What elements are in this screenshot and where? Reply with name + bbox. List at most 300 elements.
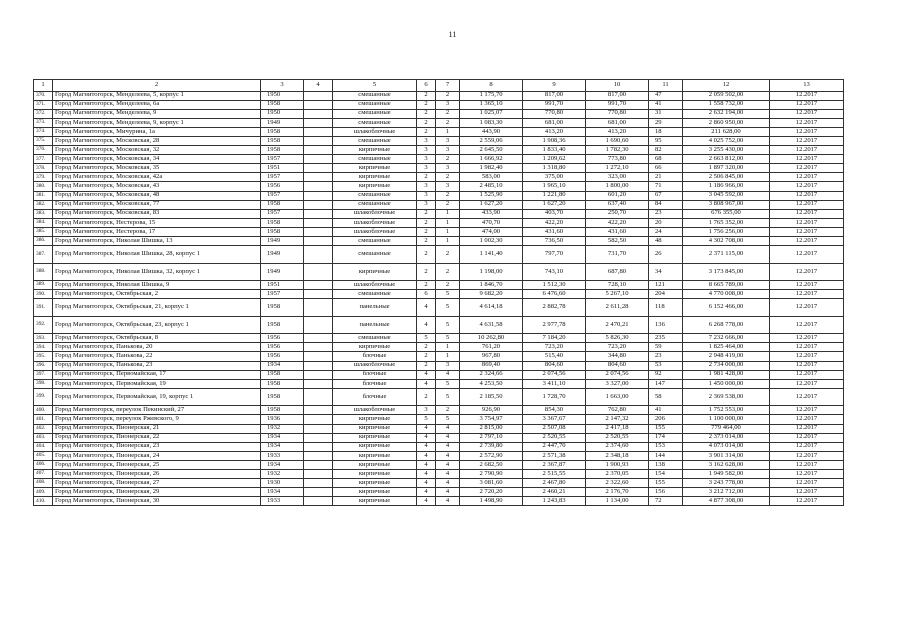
table-cell: блочные <box>333 388 417 406</box>
table-cell: 3 367,67 <box>523 415 586 424</box>
table-cell: 4 877 308,00 <box>683 497 770 506</box>
table-cell: Город Магнитогорск, Московская, 35 <box>53 164 261 173</box>
table-cell: 1932 <box>261 470 304 479</box>
table-cell: шлакоблочные <box>333 127 417 136</box>
table-cell: 24 <box>649 227 683 236</box>
table-cell: 5 <box>436 388 460 406</box>
table-cell: 372. <box>34 109 53 118</box>
table-cell: 4 <box>417 370 436 379</box>
table-row <box>34 488 844 497</box>
table-cell: 2 074,56 <box>586 370 649 379</box>
table-cell: Город Магнитогорск, Московская, 42а <box>53 173 261 182</box>
table-cell: 4 <box>436 470 460 479</box>
column-number-header: 2 <box>53 80 261 92</box>
table-cell: 2 797,10 <box>460 433 523 442</box>
table-cell: 395. <box>34 352 53 361</box>
table-cell: 3 045 592,00 <box>683 191 770 200</box>
table-cell: 2 367,87 <box>523 460 586 469</box>
table-cell: смешанные <box>333 237 417 246</box>
table-cell: 474,00 <box>460 227 523 236</box>
table-cell: Город Магнитогорск, Московская, 48 <box>53 191 261 200</box>
table-cell: 21 <box>649 173 683 182</box>
table-cell: 2 470,21 <box>586 316 649 334</box>
table-cell: шлакоблочные <box>333 227 417 236</box>
table-cell: 118 <box>649 299 683 317</box>
table-cell: 371. <box>34 100 53 109</box>
table-cell: 2 074,56 <box>523 370 586 379</box>
table-cell: 5 826,30 <box>586 334 649 343</box>
table-cell: 12.2017 <box>770 334 844 343</box>
table-cell: 401. <box>34 415 53 424</box>
table-cell: 12.2017 <box>770 182 844 191</box>
table-cell: 12.2017 <box>770 100 844 109</box>
table-cell: 1 908,36 <box>523 136 586 145</box>
table-cell: 1933 <box>261 497 304 506</box>
table-cell: 2 370,05 <box>586 470 649 479</box>
table-cell: 1 <box>436 127 460 136</box>
table-cell: Город Магнитогорск, Пионерская, 21 <box>53 424 261 433</box>
table-cell <box>304 352 333 361</box>
table-cell: 392. <box>34 316 53 334</box>
table-cell: 1951 <box>261 164 304 173</box>
table-cell: 2 373 014,00 <box>683 433 770 442</box>
column-number-header: 3 <box>261 80 304 92</box>
table-cell: 2 <box>417 343 436 352</box>
table-cell: 5 <box>436 379 460 388</box>
table-cell <box>304 343 333 352</box>
table-cell: 1956 <box>261 334 304 343</box>
table-cell <box>304 424 333 433</box>
table-cell: 991,70 <box>586 100 649 109</box>
table-cell: Город Магнитогорск, Первомайская, 17 <box>53 370 261 379</box>
table-cell: 2 739,80 <box>460 442 523 451</box>
table-cell: 2 348,18 <box>586 451 649 460</box>
table-cell: 204 <box>649 290 683 299</box>
table-cell: 12.2017 <box>770 451 844 460</box>
table-cell: 3 327,00 <box>586 379 649 388</box>
table-cell: 393. <box>34 334 53 343</box>
table-cell: 12.2017 <box>770 218 844 227</box>
table-cell: 389. <box>34 281 53 290</box>
table-cell: 582,50 <box>586 237 649 246</box>
table-cell: 2 <box>417 361 436 370</box>
table-cell: 2 571,38 <box>523 451 586 460</box>
table-cell: 2 720,20 <box>460 488 523 497</box>
table-cell: 396. <box>34 361 53 370</box>
table-cell: 6 <box>417 290 436 299</box>
table-cell: 155 <box>649 424 683 433</box>
table-cell: 779 464,00 <box>683 424 770 433</box>
table-cell: 804,60 <box>523 361 586 370</box>
table-cell: Город Магнитогорск, Пионерская, 24 <box>53 451 261 460</box>
table-cell: Город Магнитогорск, Пионерская, 27 <box>53 479 261 488</box>
table-cell: 3 <box>436 136 460 145</box>
table-cell: смешанные <box>333 136 417 145</box>
table-cell: 4 <box>417 379 436 388</box>
table-cell: 4 302 708,00 <box>683 237 770 246</box>
table-cell: 6 152 466,00 <box>683 299 770 317</box>
table-cell: 4 <box>417 299 436 317</box>
table-cell: 20 <box>649 218 683 227</box>
table-cell <box>304 200 333 209</box>
table-cell: 681,00 <box>523 118 586 127</box>
table-row <box>34 343 844 352</box>
table-row <box>34 334 844 343</box>
table-cell: 4 <box>417 316 436 334</box>
table-cell: 2 369 538,00 <box>683 388 770 406</box>
table-cell: 12.2017 <box>770 388 844 406</box>
table-cell: 2 <box>436 109 460 118</box>
table-cell: 71 <box>649 182 683 191</box>
table-cell: 1957 <box>261 155 304 164</box>
table-cell: 1 <box>436 237 460 246</box>
table-cell: смешанные <box>333 334 417 343</box>
table-cell: 1 186 966,00 <box>683 182 770 191</box>
table-cell: 1 209,62 <box>523 155 586 164</box>
table-cell: Город Магнитогорск, Нестерова, 15 <box>53 218 261 227</box>
housing-registry-table <box>33 79 844 506</box>
table-row <box>34 460 844 469</box>
table-cell: 3 255 430,00 <box>683 146 770 155</box>
table-cell: 422,20 <box>523 218 586 227</box>
table-cell: 12.2017 <box>770 136 844 145</box>
table-cell: 2 790,90 <box>460 470 523 479</box>
table-cell: Город Магнитогорск, Панькова, 23 <box>53 361 261 370</box>
table-cell: 174 <box>649 433 683 442</box>
table-cell <box>304 460 333 469</box>
table-cell: 206 <box>649 415 683 424</box>
table-cell: Город Магнитогорск, Панькова, 22 <box>53 352 261 361</box>
table-row <box>34 442 844 451</box>
table-row <box>34 470 844 479</box>
table-cell: 2 <box>417 127 436 136</box>
table-cell: 403,70 <box>523 209 586 218</box>
table-cell: 2 059 502,00 <box>683 91 770 100</box>
table-cell: 854,30 <box>523 406 586 415</box>
table-cell: 2 322,60 <box>586 479 649 488</box>
table-cell: 2 417,18 <box>586 424 649 433</box>
table-cell: 67 <box>649 191 683 200</box>
table-cell: 410. <box>34 497 53 506</box>
table-cell: Город Магнитогорск, Николая Шишка, 13 <box>53 237 261 246</box>
table-cell: 4 <box>417 451 436 460</box>
table-cell: 2 977,78 <box>523 316 586 334</box>
table-cell: 121 <box>649 281 683 290</box>
table-cell: 1 897 320,00 <box>683 164 770 173</box>
table-cell: смешанные <box>333 246 417 264</box>
table-cell: кирпичные <box>333 433 417 442</box>
table-cell: 3 162 628,00 <box>683 460 770 469</box>
table-cell <box>304 246 333 264</box>
table-cell: 373. <box>34 118 53 127</box>
table-cell: 399. <box>34 388 53 406</box>
table-cell: 1 663,00 <box>586 388 649 406</box>
table-cell: 3 <box>417 191 436 200</box>
table-cell: 95 <box>649 136 683 145</box>
table-cell: 2 <box>436 281 460 290</box>
table-cell: 405. <box>34 451 53 460</box>
table-cell: 2 506 845,00 <box>683 173 770 182</box>
table-cell: 47 <box>649 91 683 100</box>
table-row <box>34 100 844 109</box>
table-cell <box>304 218 333 227</box>
table-cell: 1 690,60 <box>586 136 649 145</box>
table-cell: 2 <box>417 237 436 246</box>
table-cell: 470,70 <box>460 218 523 227</box>
column-number-header: 12 <box>683 80 770 92</box>
table-cell: 144 <box>649 451 683 460</box>
table-cell: 1958 <box>261 127 304 136</box>
table-cell: 2 <box>436 118 460 127</box>
table-row <box>34 415 844 424</box>
table-cell: 1958 <box>261 379 304 388</box>
table-row <box>34 155 844 164</box>
table-cell: 3 <box>436 100 460 109</box>
table-cell: 12.2017 <box>770 415 844 424</box>
table-cell: 12.2017 <box>770 442 844 451</box>
table-cell: 12.2017 <box>770 209 844 218</box>
table-cell: 4 025 752,00 <box>683 136 770 145</box>
table-cell: 2 <box>417 118 436 127</box>
table-row <box>34 91 844 100</box>
table-cell: 3 754,97 <box>460 415 523 424</box>
table-cell: 2 882,78 <box>523 299 586 317</box>
table-cell <box>304 470 333 479</box>
table-cell: 2 860 950,00 <box>683 118 770 127</box>
table-cell: 1958 <box>261 299 304 317</box>
table-cell: 92 <box>649 370 683 379</box>
column-number-header: 13 <box>770 80 844 92</box>
table-cell: 385. <box>34 227 53 236</box>
table-cell: 1 558 732,00 <box>683 100 770 109</box>
table-cell: 1958 <box>261 316 304 334</box>
table-cell: 400. <box>34 406 53 415</box>
table-cell: 2 520,55 <box>586 433 649 442</box>
table-cell <box>304 388 333 406</box>
table-cell: 5 <box>436 415 460 424</box>
table-cell: 1949 <box>261 246 304 264</box>
table-cell: 34 <box>649 263 683 281</box>
table-cell: 12.2017 <box>770 352 844 361</box>
table-cell: 413,20 <box>523 127 586 136</box>
table-cell: шлакоблочные <box>333 209 417 218</box>
table-cell: 1 365,10 <box>460 100 523 109</box>
table-cell: 443,90 <box>460 127 523 136</box>
table-cell: 403. <box>34 433 53 442</box>
table-cell: панельные <box>333 316 417 334</box>
table-cell: Город Магнитогорск, Московская, 32 <box>53 146 261 155</box>
table-cell: 1 627,20 <box>523 200 586 209</box>
table-cell: 235 <box>649 334 683 343</box>
table-cell: 12.2017 <box>770 227 844 236</box>
table-cell: Город Магнитогорск, Октябрьская, 2 <box>53 290 261 299</box>
table-cell: 6 268 778,00 <box>683 316 770 334</box>
table-cell: Город Магнитогорск, Менделеева, 9, корпус 1 <box>53 118 261 127</box>
table-cell: 1 627,20 <box>460 200 523 209</box>
table-cell: 12.2017 <box>770 127 844 136</box>
table-cell: 4 <box>436 424 460 433</box>
table-cell: 2 611,28 <box>586 299 649 317</box>
table-cell: 2 <box>417 263 436 281</box>
table-cell <box>304 442 333 451</box>
table-cell: 12.2017 <box>770 299 844 317</box>
table-cell: 66 <box>649 164 683 173</box>
table-cell: 1957 <box>261 173 304 182</box>
table-cell: кирпичные <box>333 263 417 281</box>
table-cell: 2 520,55 <box>523 433 586 442</box>
table-cell: 1 272,10 <box>586 164 649 173</box>
table-cell: 1958 <box>261 100 304 109</box>
table-cell: 723,20 <box>586 343 649 352</box>
table-cell: 1 765 352,00 <box>683 218 770 227</box>
table-cell: 1949 <box>261 263 304 281</box>
table-cell: Город Магнитогорск, Нестерова, 17 <box>53 227 261 236</box>
column-number-header: 8 <box>460 80 523 92</box>
table-cell <box>304 237 333 246</box>
table-cell: 413,20 <box>586 127 649 136</box>
table-cell <box>304 361 333 370</box>
table-cell <box>304 263 333 281</box>
table-cell: 1 134,00 <box>586 497 649 506</box>
table-row <box>34 479 844 488</box>
table-cell <box>304 334 333 343</box>
table-cell: 1956 <box>261 182 304 191</box>
table-cell: 2 447,70 <box>523 442 586 451</box>
table-cell: Город Магнитогорск, Пионерская, 30 <box>53 497 261 506</box>
table-cell: 2 <box>417 352 436 361</box>
table-cell: 376. <box>34 146 53 155</box>
table-cell: 4 <box>436 442 460 451</box>
table-cell: 12.2017 <box>770 118 844 127</box>
table-cell: смешанные <box>333 91 417 100</box>
table-cell: 409. <box>34 488 53 497</box>
table-cell: 323,00 <box>586 173 649 182</box>
table-cell: 18 <box>649 127 683 136</box>
table-cell: 967,80 <box>460 352 523 361</box>
table-cell: 1930 <box>261 479 304 488</box>
table-cell: кирпичные <box>333 424 417 433</box>
table-cell: 12.2017 <box>770 488 844 497</box>
table-cell: 4 <box>436 479 460 488</box>
table-cell: 12.2017 <box>770 281 844 290</box>
table-cell: 4 <box>436 460 460 469</box>
table-cell: 2 948 419,00 <box>683 352 770 361</box>
table-cell <box>304 316 333 334</box>
table-cell: 2 460,21 <box>523 488 586 497</box>
table-cell <box>304 136 333 145</box>
table-cell: 138 <box>649 460 683 469</box>
table-cell <box>304 497 333 506</box>
table-row <box>34 281 844 290</box>
table-cell: Город Магнитогорск, Московская, 83 <box>53 209 261 218</box>
table-cell: 2 <box>436 191 460 200</box>
table-cell: 3 <box>417 164 436 173</box>
table-cell: 762,80 <box>586 406 649 415</box>
column-number-header: 9 <box>523 80 586 92</box>
table-cell: 1 318,80 <box>523 164 586 173</box>
table-cell: 681,00 <box>586 118 649 127</box>
table-cell: 804,60 <box>586 361 649 370</box>
table-cell: 433,90 <box>460 209 523 218</box>
table-cell: 3 081,60 <box>460 479 523 488</box>
table-row <box>34 263 844 281</box>
table-cell: 3 <box>417 182 436 191</box>
table-cell: 3 <box>417 406 436 415</box>
table-cell: 1 525,90 <box>460 191 523 200</box>
table-cell: 736,50 <box>523 237 586 246</box>
table-cell: 2 815,00 <box>460 424 523 433</box>
table-cell: 380. <box>34 182 53 191</box>
table-cell: смешанные <box>333 118 417 127</box>
table-cell: 1933 <box>261 451 304 460</box>
table-cell: 1 <box>436 209 460 218</box>
table-cell: 817,00 <box>523 91 586 100</box>
table-cell: 1 981 428,00 <box>683 370 770 379</box>
table-cell: 1 833,40 <box>523 146 586 155</box>
table-cell: Город Магнитогорск, переулок Ржевского, 9 <box>53 415 261 424</box>
table-cell <box>304 91 333 100</box>
table-cell: 1 <box>436 218 460 227</box>
table-cell: Город Магнитогорск, Октябрьская, 23, корпус 1 <box>53 316 261 334</box>
table-cell: 2 324,66 <box>460 370 523 379</box>
table-cell: кирпичные <box>333 146 417 155</box>
table-cell: 817,00 <box>586 91 649 100</box>
table-cell: 1951 <box>261 281 304 290</box>
table-cell: смешанные <box>333 191 417 200</box>
table-row <box>34 497 844 506</box>
table-cell: 797,70 <box>523 246 586 264</box>
table-cell: 3 173 845,00 <box>683 263 770 281</box>
table-cell: 3 <box>417 155 436 164</box>
table-cell: 1949 <box>261 118 304 127</box>
table-cell: 2 <box>417 227 436 236</box>
table-cell <box>304 415 333 424</box>
table-cell: 2 374,60 <box>586 442 649 451</box>
table-row <box>34 218 844 227</box>
table-row <box>34 246 844 264</box>
table-cell: Город Магнитогорск, Николая Шишка, 32, корпус 1 <box>53 263 261 281</box>
table-cell: блочные <box>333 370 417 379</box>
table-cell: кирпичные <box>333 451 417 460</box>
table-cell: 5 <box>417 415 436 424</box>
table-cell: 402. <box>34 424 53 433</box>
table-cell: 58 <box>649 388 683 406</box>
table-cell: 1 728,70 <box>523 388 586 406</box>
table-cell: шлакоблочные <box>333 406 417 415</box>
table-cell: 728,10 <box>586 281 649 290</box>
table-cell: 12.2017 <box>770 460 844 469</box>
table-cell: Город Магнитогорск, Московская, 28 <box>53 136 261 145</box>
table-cell: Город Магнитогорск, Первомайская, 19 <box>53 379 261 388</box>
table-cell: 250,70 <box>586 209 649 218</box>
table-cell: 156 <box>649 488 683 497</box>
table-cell <box>304 433 333 442</box>
table-cell: 12.2017 <box>770 246 844 264</box>
table-cell: 41 <box>649 406 683 415</box>
table-row <box>34 370 844 379</box>
table-cell: Город Магнитогорск, Менделеева, 6а <box>53 100 261 109</box>
table-cell: 381. <box>34 191 53 200</box>
table-cell: 1 <box>436 227 460 236</box>
table-cell: 12.2017 <box>770 164 844 173</box>
table-cell: кирпичные <box>333 343 417 352</box>
table-cell: 23 <box>649 352 683 361</box>
table-cell: Город Магнитогорск, Октябрьская, 8 <box>53 334 261 343</box>
table-cell: Город Магнитогорск, Менделеева, 9 <box>53 109 261 118</box>
table-cell: 1932 <box>261 424 304 433</box>
table-cell: 4 <box>436 488 460 497</box>
table-cell: 26 <box>649 246 683 264</box>
